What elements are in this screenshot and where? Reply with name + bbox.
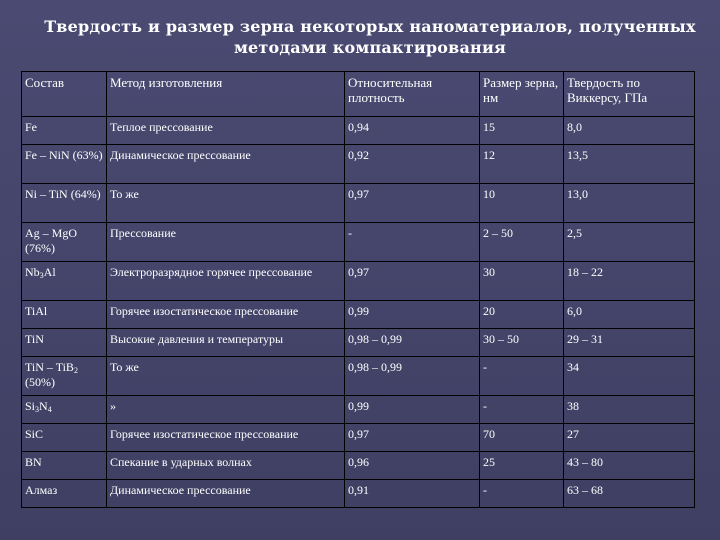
cell-method: То же: [107, 184, 345, 223]
cell-density: 0,98 – 0,99: [345, 329, 480, 357]
table-row: [22, 329, 695, 357]
nanomaterials-table: [21, 71, 695, 508]
cell-method: Динамическое прессование: [107, 480, 345, 508]
cell-density: 0,92: [345, 145, 480, 184]
header-composition: Состав: [22, 72, 107, 117]
cell-composition: Fe: [22, 117, 107, 145]
header-density: Относительная плотность: [345, 72, 480, 117]
cell-hardness: 13,5: [564, 145, 695, 184]
cell-hardness: 63 – 68: [564, 480, 695, 508]
cell-hardness: 43 – 80: [564, 452, 695, 480]
table-row: [22, 145, 695, 184]
cell-density: 0,97: [345, 262, 480, 301]
cell-density: 0,96: [345, 452, 480, 480]
cell-grain-size: -: [480, 480, 564, 508]
cell-hardness: 6,0: [564, 301, 695, 329]
cell-hardness: 18 – 22: [564, 262, 695, 301]
table-row: [22, 357, 695, 396]
cell-hardness: 2,5: [564, 223, 695, 262]
header-hardness: Твердость по Виккерсу, ГПа: [564, 72, 695, 117]
cell-composition: BN: [22, 452, 107, 480]
cell-density: 0,97: [345, 184, 480, 223]
cell-composition: TiN: [22, 329, 107, 357]
cell-method: Прессование: [107, 223, 345, 262]
cell-grain-size: 30: [480, 262, 564, 301]
cell-hardness: 29 – 31: [564, 329, 695, 357]
table-row: [22, 424, 695, 452]
cell-method: Спекание в ударных волнах: [107, 452, 345, 480]
cell-density: 0,91: [345, 480, 480, 508]
cell-method: Теплое прессование: [107, 117, 345, 145]
cell-grain-size: 12: [480, 145, 564, 184]
table-row: [22, 301, 695, 329]
table-row: [22, 452, 695, 480]
cell-hardness: 38: [564, 396, 695, 424]
cell-composition: $Si_3N_4$: [22, 396, 107, 424]
table-row: [22, 262, 695, 301]
cell-method: Высокие давления и температуры: [107, 329, 345, 357]
slide-title: [40, 16, 700, 58]
cell-grain-size: 20: [480, 301, 564, 329]
header-method: Метод изготовления: [107, 72, 345, 117]
cell-density: 0,99: [345, 301, 480, 329]
cell-composition: TiN – TiB$_2$ (50%): [22, 357, 107, 396]
cell-composition: SiC: [22, 424, 107, 452]
cell-density: 0,94: [345, 117, 480, 145]
cell-grain-size: 25: [480, 452, 564, 480]
cell-method: Динамическое прессование: [107, 145, 345, 184]
cell-method: Электроразрядное горячее прессование: [107, 262, 345, 301]
cell-grain-size: 10: [480, 184, 564, 223]
cell-grain-size: 70: [480, 424, 564, 452]
cell-composition: $Nb_3Al$: [22, 262, 107, 301]
cell-density: 0,99: [345, 396, 480, 424]
title-line-2: методами компактирования: [233, 38, 507, 57]
cell-method: Горячее изостатическое прессование: [107, 301, 345, 329]
cell-hardness: 27: [564, 424, 695, 452]
cell-composition: Алмаз: [22, 480, 107, 508]
cell-hardness: 13,0: [564, 184, 695, 223]
cell-composition: Ag – MgO (76%): [22, 223, 107, 262]
cell-method: »: [107, 396, 345, 424]
cell-composition: Ni – TiN (64%): [22, 184, 107, 223]
table-row: [22, 223, 695, 262]
cell-method: То же: [107, 357, 345, 396]
cell-grain-size: 2 – 50: [480, 223, 564, 262]
cell-grain-size: 30 – 50: [480, 329, 564, 357]
table-row: [22, 117, 695, 145]
title-line-1: Твердость и размер зерна некоторых наноматериалов, полученных: [44, 17, 696, 36]
cell-density: -: [345, 223, 480, 262]
cell-hardness: 8,0: [564, 117, 695, 145]
cell-grain-size: -: [480, 396, 564, 424]
header-grain-size: Размер зерна, нм: [480, 72, 564, 117]
table-row: [22, 184, 695, 223]
cell-method: Горячее изостатическое прессование: [107, 424, 345, 452]
cell-composition: Fe – NiN (63%): [22, 145, 107, 184]
cell-composition: TiAl: [22, 301, 107, 329]
table-header-row: [22, 72, 695, 117]
table-row: [22, 396, 695, 424]
cell-grain-size: -: [480, 357, 564, 396]
table-row: [22, 480, 695, 508]
cell-density: 0,97: [345, 424, 480, 452]
cell-grain-size: 15: [480, 117, 564, 145]
cell-hardness: 34: [564, 357, 695, 396]
cell-density: 0,98 – 0,99: [345, 357, 480, 396]
